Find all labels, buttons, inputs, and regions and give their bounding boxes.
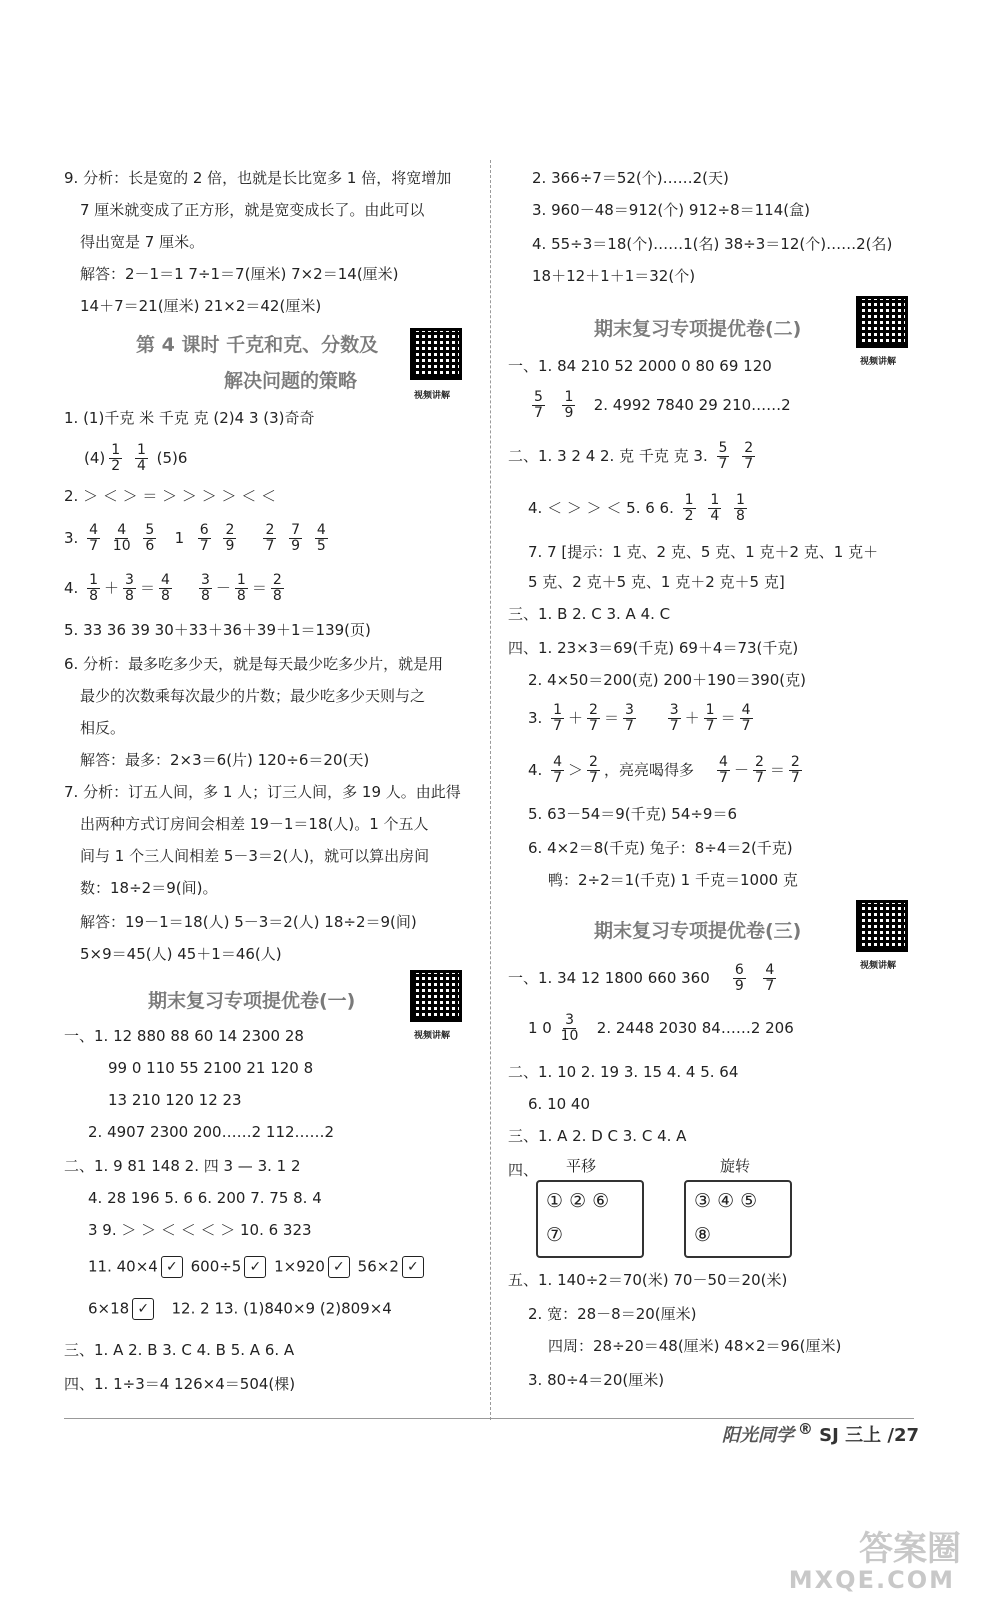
exam1-title: 期末复习专项提优卷(一) [148, 990, 356, 1012]
exam2-title: 期末复习专项提优卷(二) [594, 318, 802, 340]
exam3-title: 期末复习专项提优卷(三) [594, 920, 802, 942]
qr-caption: 视频讲解 [414, 391, 451, 401]
exam3-s5-2a: 2. 宽：28－8＝20(厘米) [528, 1305, 697, 1323]
answer-6-line1: 6. 分析：最多吃多少天，就是每天最少吃多少片，就是用 [64, 655, 444, 673]
exam3-s5-2b: 四周：28÷20＝48(厘米) 48×2＝96(厘米) [548, 1337, 842, 1355]
qr-caption: 视频讲解 [860, 357, 897, 367]
exam3-move-label: 平移 [566, 1157, 597, 1175]
exam1-s4: 四、1. 1÷3＝4 126×4＝504(棵) [64, 1375, 296, 1393]
brand-logo: 阳光同学 [721, 1425, 794, 1446]
fraction: $\frac{4}{10}$ [112, 522, 131, 554]
top-line2: 3. 960－48＝912(个) 912÷8＝114(盒) [532, 201, 810, 219]
answer-7-line6: 5×9＝45(人) 45＋1＝46(人) [80, 945, 282, 963]
fraction: $\frac{6}{7}$ [199, 522, 209, 554]
answer-9-line1: 9. 分析：长是宽的 2 倍，也就是长比宽多 1 倍，将宽增加 [64, 169, 452, 187]
answer-4: 4. $\frac{1}{8}$ ＋ $\frac{3}{8}$ ＝ $\frac{4}{8}$ $\frac{3}{8}$ － $\frac{1}{8}$ ＝ $\frac{2}{8}$ [64, 572, 282, 604]
answer-7-line5: 解答：19－1＝18(人) 5－3＝2(人) 18÷2＝9(间) [80, 913, 417, 931]
check-icon: ✓ [328, 1256, 350, 1278]
exam1-s1-1a: 一、1. 12 880 88 60 14 2300 28 [64, 1027, 304, 1045]
answer-9-line4: 解答：2－1＝1 7÷1＝7(厘米) 7×2＝14(厘米) [80, 265, 399, 283]
qr-code-icon[interactable] [410, 970, 462, 1022]
check-icon: ✓ [132, 1298, 154, 1320]
rotation-items: ③ ④ ⑤ [694, 1190, 758, 1212]
answer-3: 3. $\frac{4}{7}$ $\frac{4}{10}$ $\frac{5}{6}$ 1 $\frac{6}{7}$ $\frac{2}{9}$ $\frac{2}{7}$ $\frac{7}{9}$ $\frac{4}{5}$ [64, 522, 326, 554]
answer-9-line5: 14＋7＝21(厘米) 21×2＝42(厘米) [80, 297, 322, 315]
exam2-s2-7b: 5 克、2 克＋5 克、1 克＋2 克＋5 克] [528, 573, 785, 591]
exam3-s4-label: 四、 [508, 1161, 539, 1179]
exam3-s3: 三、1. A 2. D C 3. C 4. A [508, 1127, 687, 1145]
a1-suffix: (5)6 [156, 449, 188, 467]
qr-caption: 视频讲解 [860, 961, 897, 971]
answer-6-line3: 相反。 [80, 719, 126, 737]
fraction: $\frac{2}{9}$ [225, 522, 235, 554]
translation-items: ① ② ⑥ [546, 1190, 610, 1212]
rotation-items-2: ⑧ [694, 1224, 712, 1246]
fraction: $\frac{7}{9}$ [291, 522, 301, 554]
check-icon: ✓ [161, 1256, 183, 1278]
answer-2: 2. ＞ ＜ ＞ ＝ ＞ ＞ ＞ ＞ ＜ ＜ [64, 487, 276, 505]
exam2-s4-1: 四、1. 23×3＝69(千克) 69＋4＝73(千克) [508, 639, 799, 657]
exam1-s2-11b: 6×18 ✓ 12. 2 13. (1)840×9 (2)809×4 [88, 1298, 392, 1320]
exam2-s2-7a: 7. 7 [提示：1 克、2 克、5 克、1 克＋2 克、1 克＋ [528, 543, 879, 561]
exam3-s5-3: 3. 80÷4＝20(厘米) [528, 1371, 665, 1389]
exam2-s1-1: 一、1. 84 210 52 2000 0 80 69 120 [508, 357, 772, 375]
exam1-s3: 三、1. A 2. B 3. C 4. B 5. A 6. A [64, 1341, 295, 1359]
watermark-logo: 答案圈 [859, 1529, 961, 1569]
exam1-s1-1b: 99 0 110 55 2100 21 120 8 [108, 1059, 314, 1077]
check-icon: ✓ [402, 1256, 424, 1278]
top-line1: 2. 366÷7＝52(个)……2(天) [532, 169, 729, 187]
footer-rule [64, 1418, 914, 1419]
answer-7-line4: 数：18÷2＝9(间)。 [80, 879, 218, 897]
exam2-s4-3: 3. $\frac{1}{7}$ ＋ $\frac{2}{7}$ ＝ $\frac{3}{7}$ $\frac{3}{7}$ ＋ $\frac{1}{7}$ ＝ $\frac{4}{7}$ [528, 702, 751, 734]
answer-6-line2: 最少的次数乘每次最少的片数；最少吃多少天则与之 [80, 687, 426, 705]
exam2-s4-4: 4. $\frac{4}{7}$ ＞ $\frac{2}{7}$ ，亮亮喝得多 $\frac{4}{7}$ － $\frac{2}{7}$ ＝ $\frac{2}{7}$ [528, 754, 800, 786]
column-divider [490, 160, 491, 1420]
exam2-s3: 三、1. B 2. C 3. A 4. C [508, 605, 671, 623]
exam3-s2-6: 6. 10 40 [528, 1095, 591, 1113]
translation-box [536, 1180, 644, 1258]
lesson4-title-2: 解决问题的策略 [224, 370, 358, 392]
fraction: $\frac{1}{2}$ [111, 442, 121, 474]
answer-7-line2: 出两种方式订房间会相差 19－1＝18(人)。1 个五人 [80, 815, 429, 833]
rotation-box [684, 1180, 792, 1258]
answer-7-line3: 间与 1 个三人间相差 5－3＝2(人)，就可以算出房间 [80, 847, 430, 865]
qr-code-icon[interactable] [856, 296, 908, 348]
exam2-s2-4: 4. ＜ ＞ ＞ ＜ 5. 6 6. $\frac{1}{2}$ $\frac{1}{4}$ $\frac{1}{8}$ [528, 492, 745, 524]
exam1-s2-1: 二、1. 9 81 148 2. 四 3 — 3. 1 2 [64, 1157, 301, 1175]
exam1-s2-3: 3 9. ＞ ＞ ＜ ＜ ＜ ＞ 10. 6 323 [88, 1221, 312, 1239]
fraction: $\frac{4}{7}$ [89, 522, 99, 554]
a1-prefix: (4) [84, 449, 106, 467]
check-icon: ✓ [244, 1256, 266, 1278]
exam2-s4-5: 5. 63－54＝9(千克) 54÷9＝6 [528, 805, 738, 823]
answer-9-line3: 得出宽是 7 厘米。 [80, 233, 205, 251]
series-label: SJ 三上 [819, 1425, 882, 1446]
qr-caption: 视频讲解 [414, 1031, 451, 1041]
exam1-s1-2: 2. 4907 2300 200……2 112……2 [88, 1123, 335, 1141]
exam3-s1-1: 一、1. 34 12 1800 660 360 $\frac{6}{9}$ $\frac{4}{7}$ [508, 962, 775, 994]
exam2-s4-6a: 6. 4×2＝8(千克) 兔子：8÷4＝2(千克) [528, 839, 793, 857]
lesson4-title-1: 第 4 课时 千克和克、分数及 [136, 334, 379, 356]
page-footer [722, 1420, 919, 1447]
top-line4: 18＋12＋1＋1＝32(个) [532, 267, 696, 285]
answer-1-line2 [84, 440, 187, 476]
answer-1-line1: 1. (1)千克 米 千克 克 (2)4 3 (3)奇奇 [64, 409, 315, 427]
watermark-url: MXQE.COM [788, 1566, 955, 1594]
registered-mark: ® [797, 1420, 813, 1438]
answer-5: 5. 33 36 39 30＋33＋36＋39＋1＝139(页) [64, 621, 371, 639]
exam2-s2-1: 二、1. 3 2 4 2. 克 千克 克 3. $\frac{5}{7}$ $\frac{2}{7}$ [508, 440, 754, 472]
qr-code-icon[interactable] [856, 900, 908, 952]
fraction: $\frac{4}{5}$ [316, 522, 326, 554]
exam2-s1-2: $\frac{5}{7}$ $\frac{1}{9}$ 2. 4992 7840 29 210……2 [534, 389, 791, 421]
exam2-s4-2: 2. 4×50＝200(克) 200＋190＝390(克) [528, 671, 806, 689]
exam1-s1-1c: 13 210 120 12 23 [108, 1091, 242, 1109]
page-number: /27 [887, 1425, 919, 1446]
answer-9-line2: 7 厘米就变成了正方形，就是宽变成长了。由此可以 [80, 201, 425, 219]
translation-items-2: ⑦ [546, 1224, 564, 1246]
fraction: $\frac{1}{4}$ [136, 442, 146, 474]
exam3-s5-1: 五、1. 140÷2＝70(米) 70－50＝20(米) [508, 1271, 788, 1289]
exam3-s2-1: 二、1. 10 2. 19 3. 15 4. 4 5. 64 [508, 1063, 739, 1081]
fraction: $\frac{5}{6}$ [145, 522, 155, 554]
qr-code-icon[interactable] [410, 328, 462, 380]
exam1-s2-4: 4. 28 196 5. 6 6. 200 7. 75 8. 4 [88, 1189, 322, 1207]
top-line3: 4. 55÷3＝18(个)……1(名) 38÷3＝12(个)……2(名) [532, 235, 893, 253]
answer-6-line4: 解答：最多：2×3＝6(片) 120÷6＝20(天) [80, 751, 370, 769]
exam3-s1-1b: 1 0 $\frac{3}{10}$ 2. 2448 2030 84……2 206 [528, 1012, 794, 1044]
exam1-s2-11: 11. 40×4 ✓ 600÷5 ✓ 1×920 ✓ 56×2 ✓ [88, 1256, 427, 1278]
exam2-s4-6b: 鸭：2÷2＝1(千克) 1 千克＝1000 克 [548, 871, 798, 889]
exam3-rotate-label: 旋转 [720, 1157, 751, 1175]
fraction: $\frac{2}{7}$ [265, 522, 275, 554]
answer-7-line1: 7. 分析：订五人间，多 1 人；订三人间，多 19 人。由此得 [64, 783, 461, 801]
